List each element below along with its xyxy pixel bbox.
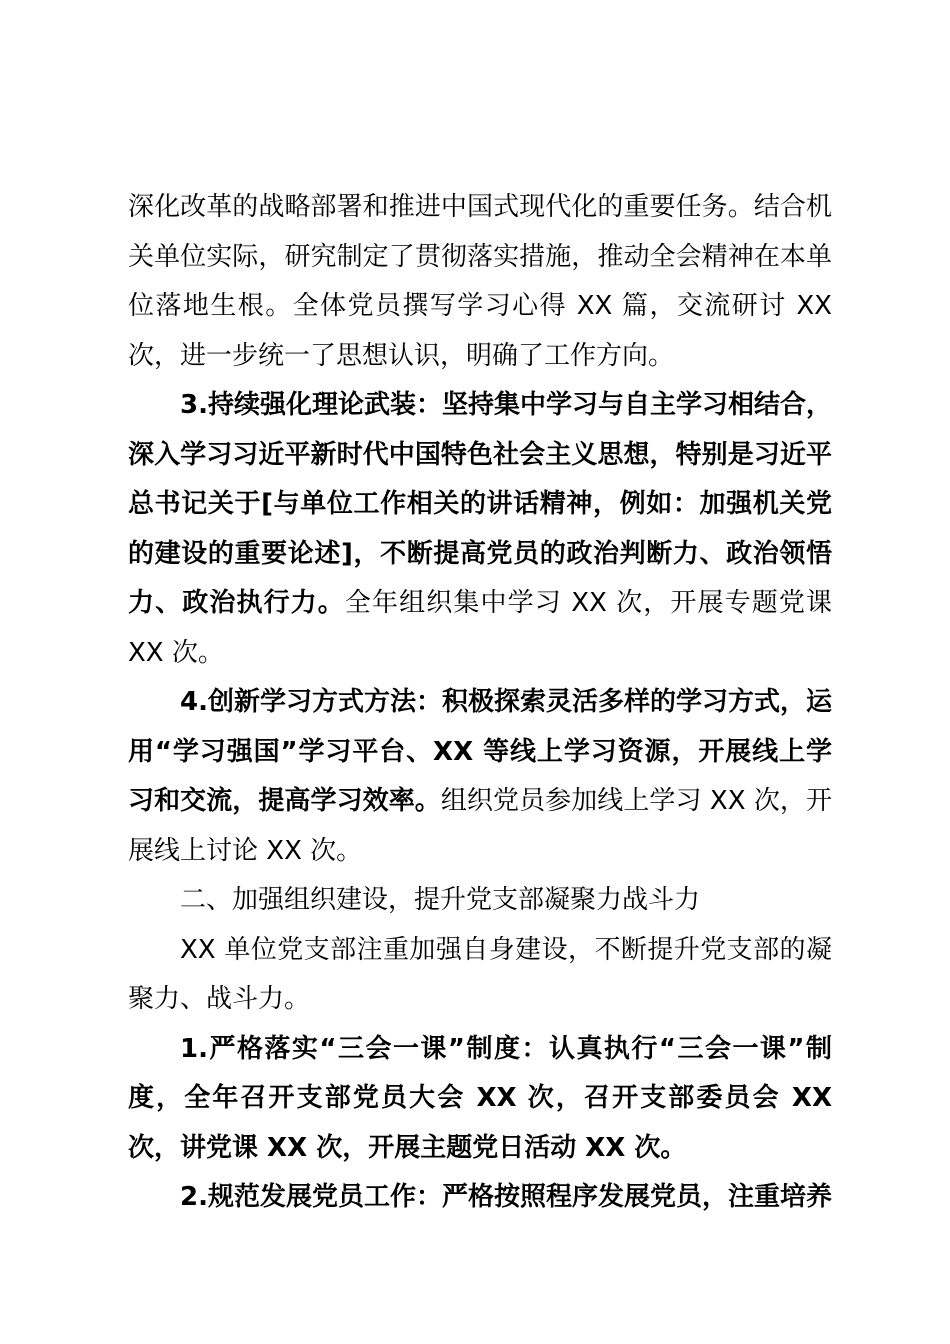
- paragraph-intro: [128, 926, 832, 1025]
- paragraph-item-3: [128, 381, 832, 678]
- paragraph-heading: 3.持续强化理论武装：坚持集中学习与自主学习相结合，深入学习习近平新时代中国特色社会主义思想，特别是习近平总书记关于[与单位工作相关的讲话精神，例如：加强机关党的建设的重要论述]，不断提高党员的政治判断力、政治领悟力、政治执行力。: [128, 390, 832, 618]
- paragraph-item-2: [128, 1173, 832, 1223]
- paragraph-continuation: [128, 183, 832, 381]
- paragraph-text: XX 单位党支部注重加强自身建设，不断提升党支部的凝聚力、战斗力。: [128, 934, 832, 1014]
- paragraph-text: 全年组织集中学习 XX 次，开展专题党课 XX 次。: [128, 588, 832, 668]
- paragraph-text: 深化改革的战略部署和推进中国式现代化的重要任务。结合机关单位实际，研究制定了贯彻落实措施，推动全会精神在本单位落地生根。全体党员撰写学习心得 XX 篇，交流研讨 XX 次，进一步统一了思想认识，明确了工作方向。: [128, 192, 832, 371]
- paragraph-text: 组织党员参加线上学习 XX 次，开展线上讨论 XX 次。: [128, 786, 832, 866]
- section-heading-text: 二、加强组织建设，提升党支部凝聚力战斗力: [180, 885, 701, 915]
- section-heading: [128, 876, 832, 926]
- paragraph-heading: 4.创新学习方式方法：积极探索灵活多样的学习方式，运用“学习强国”学习平台、XX 等线上学习资源，开展线上学习和交流，提高学习效率。: [128, 687, 832, 816]
- paragraph-heading: 2.规范发展党员工作：严格按照程序发展党员，注重培养: [180, 1182, 832, 1212]
- document-body: [128, 183, 832, 1223]
- paragraph-item-1: [128, 1025, 832, 1174]
- paragraph-item-4: [128, 678, 832, 876]
- paragraph-heading: 1.严格落实“三会一课”制度：认真执行“三会一课”制度，全年召开支部党员大会 XX 次，召开支部委员会 XX 次，讲党课 XX 次，开展主题党日活动 XX 次。: [128, 1033, 832, 1163]
